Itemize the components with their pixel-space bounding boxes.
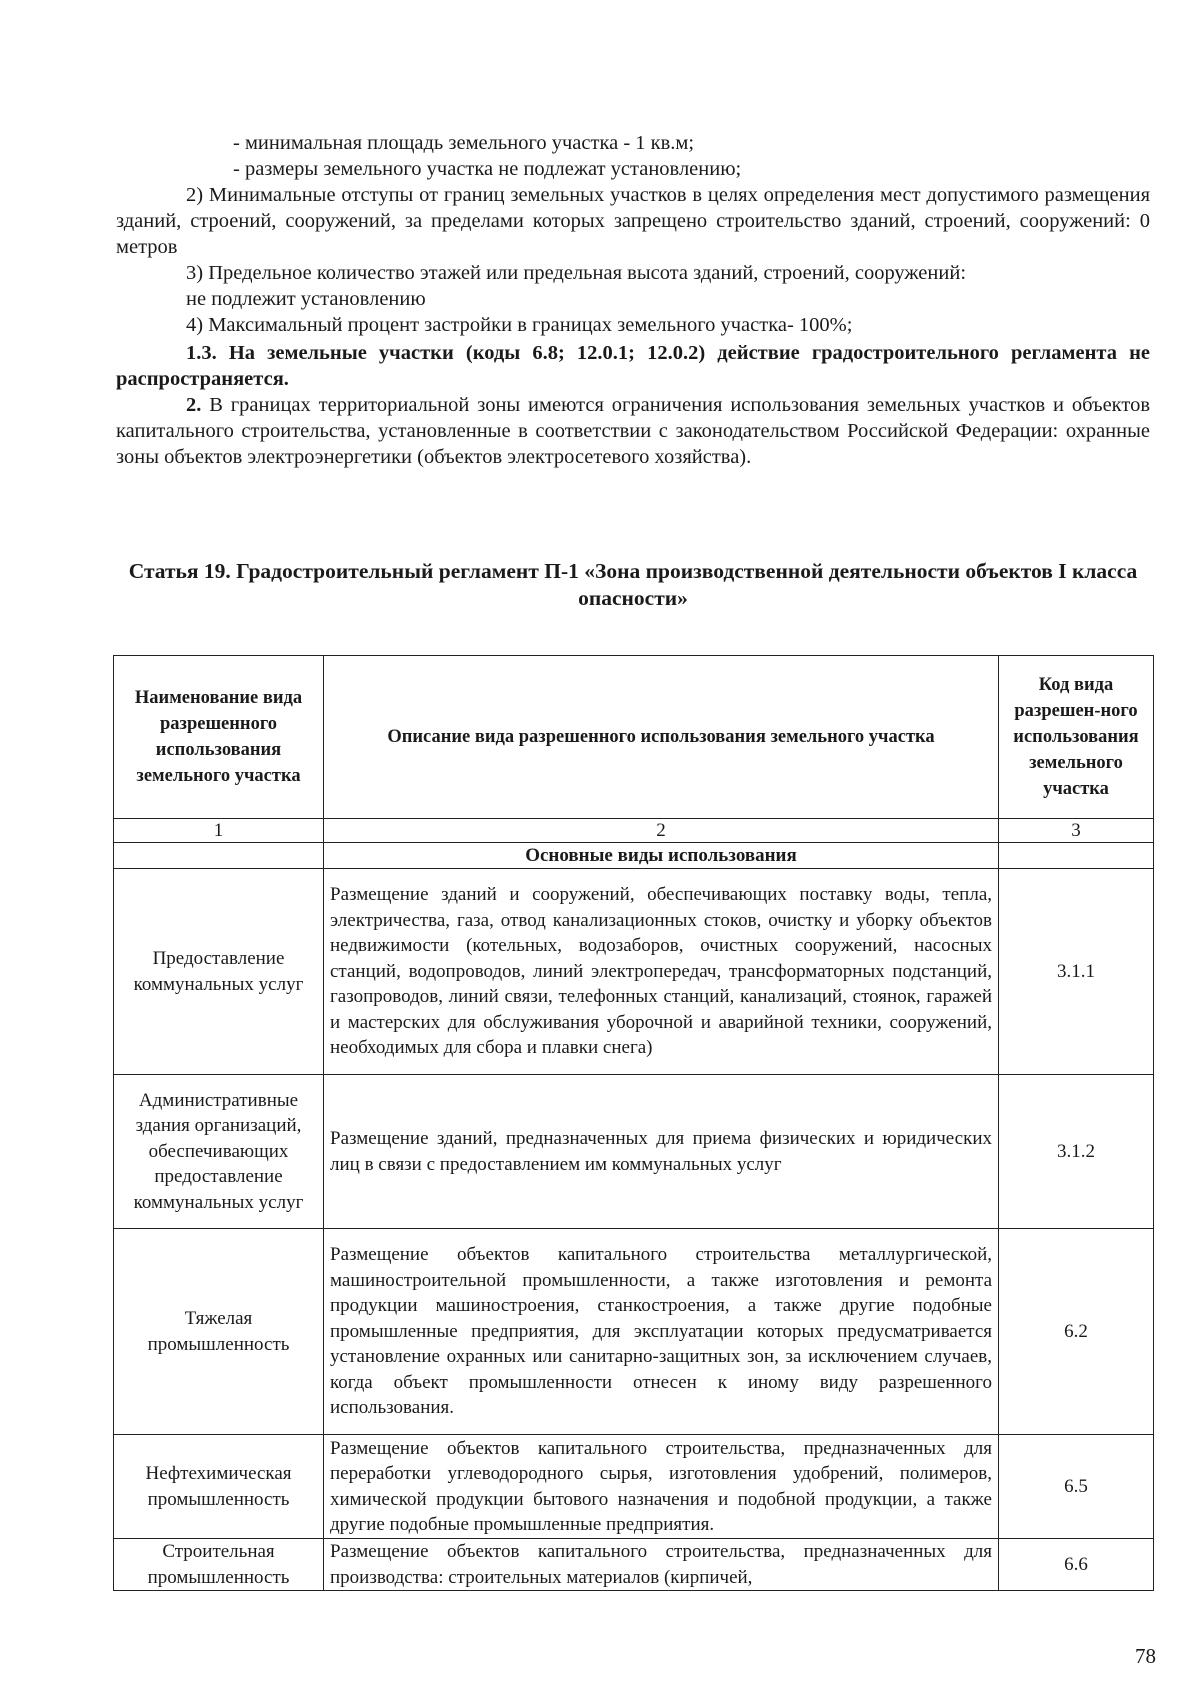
use-name: Предоставление коммунальных услуг	[114, 869, 324, 1075]
header-name: Наименование вида разрешенного использования земельного участка	[114, 656, 324, 819]
use-description: Размещение зданий, предназначенных для приема физических и юридических лиц в связи с предоставлением им коммунальных услуг	[324, 1075, 999, 1229]
column-number: 2	[324, 819, 999, 843]
use-code: 6.6	[999, 1539, 1154, 1591]
section-empty-cell	[114, 843, 324, 869]
table-row	[114, 869, 1154, 1075]
section-row	[114, 843, 1154, 869]
article-title: Статья 19. Градостроительный регламент П-1 «Зона производственной деятельности объектов I класса опасности»	[128, 559, 1138, 610]
paragraph-restrictions	[116, 392, 1150, 470]
section-title: Основные виды использования	[324, 843, 999, 869]
paragraph-not-applicable: 1.3. На земельные участки (коды 6.8; 12.0.1; 12.0.2) действие градостроительного регламента не распространяется.	[116, 342, 1150, 390]
use-name: Нефтехимическая промышленность	[114, 1435, 324, 1539]
table-row	[114, 1435, 1154, 1539]
paragraph-restrictions-text: В границах территориальной зоны имеются ограничения использования земельных участков и объектов капитального строительства, установленные в соответствии с законодательством Российской Федерации: охранные зоны объектов электроэнергетики (объектов электросетевого хозяйства).	[116, 394, 1150, 468]
use-code: 6.5	[999, 1435, 1154, 1539]
header-description: Описание вида разрешенного использования земельного участка	[324, 656, 999, 819]
column-number: 1	[114, 819, 324, 843]
paragraph-coverage: 4) Максимальный процент застройки в границах земельного участка- 100%;	[186, 314, 853, 336]
paragraph-restrictions-number: 2.	[186, 394, 202, 416]
use-description: Размещение объектов капитального строительства металлургической, машиностроительной промышленности, а также изготовления и ремонта продукции машиностроения, станкостроения, а также другие подобные промышленные предприятия, для эксплуатации которых предусматривается установление охранных или санитарно-защитных зон, за исключением случаев, когда объект промышленности отнесен к иному виду разрешенного использования.	[324, 1229, 999, 1435]
use-description: Размещение зданий и сооружений, обеспечивающих поставку воды, тепла, электричества, газа, отвод канализационных стоков, очистку и уборку объектов недвижимости (котельных, водозаборов, очистных сооружений, насосных станций, водопроводов, линий электропередач, трансформаторных подстанций, газопроводов, линий связи, телефонных станций, канализаций, стоянок, гаражей и мастерских для обслуживания уборочной и аварийной техники, сооружений, необходимых для сбора и плавки снега)	[324, 869, 999, 1075]
header-code: Код вида разрешен-ного использования земельного участка	[999, 656, 1154, 819]
use-code: 3.1.2	[999, 1075, 1154, 1229]
paragraph-setbacks: 2) Минимальные отступы от границ земельных участков в целях определения мест допустимого размещения зданий, строений, сооружений, за пределами которых запрещено строительство зданий, строений, сооружений: 0 метров	[116, 184, 1150, 258]
use-code: 3.1.1	[999, 869, 1154, 1075]
section-empty-cell	[999, 843, 1154, 869]
table-header-row	[114, 656, 1154, 819]
use-description: Размещение объектов капитального строительства, предназначенных для переработки углеводородного сырья, изготовления удобрений, полимеров, химической продукции бытового назначения и подобной продукции, а также другие подобные промышленные предприятия.	[324, 1435, 999, 1539]
regulation-table	[113, 655, 1154, 1591]
use-name: Строительная промышленность	[114, 1539, 324, 1591]
use-description: Размещение объектов капитального строительства, предназначенных для производства: строительных материалов (кирпичей,	[324, 1539, 999, 1591]
column-number-row	[114, 819, 1154, 843]
paragraph-floors: 3) Предельное количество этажей или предельная высота зданий, строений, сооружений:	[186, 262, 967, 284]
column-number: 3	[999, 819, 1154, 843]
table-row	[114, 1229, 1154, 1435]
paragraph-min-area: - минимальная площадь земельного участка - 1 кв.м;	[233, 132, 695, 154]
use-name: Тяжелая промышленность	[114, 1229, 324, 1435]
table-row	[114, 1075, 1154, 1229]
use-name: Административные здания организаций, обеспечивающих предоставление коммунальных услуг	[114, 1075, 324, 1229]
paragraph-floors-value: не подлежит установлению	[186, 288, 426, 310]
table-row	[114, 1539, 1154, 1591]
paragraph-size-note: - размеры земельного участка не подлежат установлению;	[233, 158, 742, 180]
page-number: 78	[1135, 1644, 1156, 1668]
use-code: 6.2	[999, 1229, 1154, 1435]
